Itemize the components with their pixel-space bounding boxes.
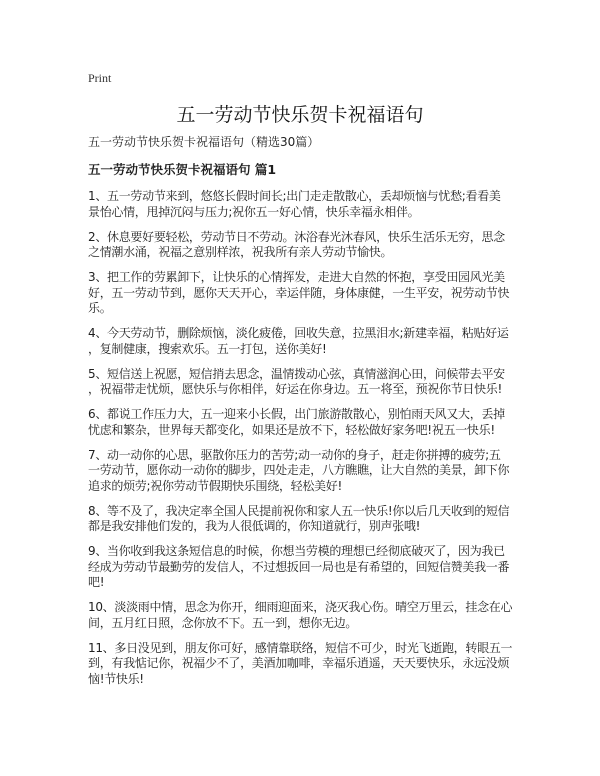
paragraph-line: 好，五一劳动节到，愿你天天开心，幸运伴随，身体康健，一生平安，祝劳动节快 <box>88 285 510 300</box>
paragraph <box>88 448 518 495</box>
section-heading: 五一劳动节快乐贺卡祝福语句 篇1 <box>88 162 277 177</box>
paragraph <box>88 641 518 688</box>
paragraph-line: 间，五月红日照，念你放不下。五一到，想你无边。 <box>88 615 358 630</box>
paragraph-line: 之情潮水涌，祝福之意别样浓，祝我所有亲人劳动节愉快。 <box>88 245 393 259</box>
paragraph-line: 3、把工作的劳累卸下，让快乐的心情挥发，走进大自然的怀抱，享受田园风光美 <box>88 270 505 284</box>
paragraph-line: 6、都说工作压力大，五一迎来小长假，出门旅游散散心，别怕雨天风又大，丢掉 <box>88 407 505 421</box>
paragraph <box>88 367 518 398</box>
paragraph-line: 9、当你收到我这条短信息的时候，你想当劳模的理想已经彻底破灭了，因为我已 <box>88 544 505 558</box>
paragraph-line: 11、多日没见到，朋友你可好，感情靠联络，短信不可少，时光飞逝跑，转眼五一 <box>88 640 513 655</box>
paragraph-line: 都是我安排他们发的，我为人很低调的，你知道就行，别声张哦! <box>88 519 421 533</box>
paragraph <box>88 407 518 438</box>
paragraph-line: 恼!节快乐! <box>88 671 144 686</box>
paragraph-line: 5、短信送上祝愿，短信捎去思念，温情拨动心弦，真情滋润心田，问候带去平安 <box>88 366 505 381</box>
paragraph-line: 到，有我惦记你，祝福少不了，美酒加咖啡，幸福乐逍遥，天天要快乐，永远没烦 <box>88 656 510 670</box>
paragraph-line: 7、动一动你的心思，驱散你压力的苦劳;动一动你的身子，赶走你拼搏的疲劳;五 <box>88 447 501 462</box>
paragraph-line: 追求的烦劳;祝你劳动节假期快乐围绕，轻松美好! <box>88 478 342 493</box>
paragraph-line: 忧虑和繁杂，世界每天都变化，如果还是放不下，轻松做好家务吧!祝五一快乐! <box>88 422 495 437</box>
paragraph <box>88 189 518 220</box>
document-subtitle: 五一劳动节快乐贺卡祝福语句（精选30篇） <box>88 135 320 149</box>
paragraph <box>88 326 518 357</box>
paragraph-line: 4、今天劳动节，删除烦恼，淡化疲倦，回收失意，拉黑泪水;新建幸福，粘贴好运 <box>88 326 509 340</box>
document-title: 五一劳动节快乐贺卡祝福语句 <box>176 104 424 126</box>
paragraph-line: 乐。 <box>88 301 112 315</box>
paragraph-line: 一劳动节，愿你动一动你的脚步，四处走走，八方瞧瞧，让大自然的美景，卸下你 <box>88 463 510 477</box>
paragraph-line: 2、休息要好要轻松，劳动节日不劳动。沐浴春光沐春风，快乐生活乐无穷，思念 <box>88 229 505 244</box>
paragraph-line: 1、五一劳动节来到，悠悠长假时间长;出门走走散散心，丢却烦恼与忧愁;看看美 <box>88 189 501 203</box>
paragraph <box>88 230 518 261</box>
paragraph-line: ，复制健康，搜索欢乐。五一打包，送你美好! <box>88 341 327 356</box>
paragraph-line: 10、淡淡雨中情，思念为你开，细雨迎面来，浇灭我心伤。晴空万里云，挂念在心 <box>88 600 513 614</box>
paragraph <box>88 600 518 631</box>
paragraph-line: 景怡心情，甩掉沉闷与压力;祝你五一好心情，快乐幸福永相伴。 <box>88 204 420 219</box>
paragraph-line: 吧! <box>88 575 105 589</box>
paragraph-line: 经成为劳动节最勤劳的发信人，不过想扳回一局也是有希望的，回短信赞美我一番 <box>88 559 510 574</box>
paragraph <box>88 544 518 591</box>
paragraph <box>88 270 518 317</box>
document-body <box>88 189 518 697</box>
paragraph-line: ，祝福带走忧烦，愿快乐与你相伴，好运在你身边。五一将至，预祝你节日快乐! <box>88 382 503 396</box>
print-link[interactable]: Print <box>88 71 112 85</box>
paragraph <box>88 504 518 535</box>
paragraph-line: 8、等不及了，我决定率全国人民提前祝你和家人五一快乐!你以后几天收到的短信 <box>88 503 510 518</box>
